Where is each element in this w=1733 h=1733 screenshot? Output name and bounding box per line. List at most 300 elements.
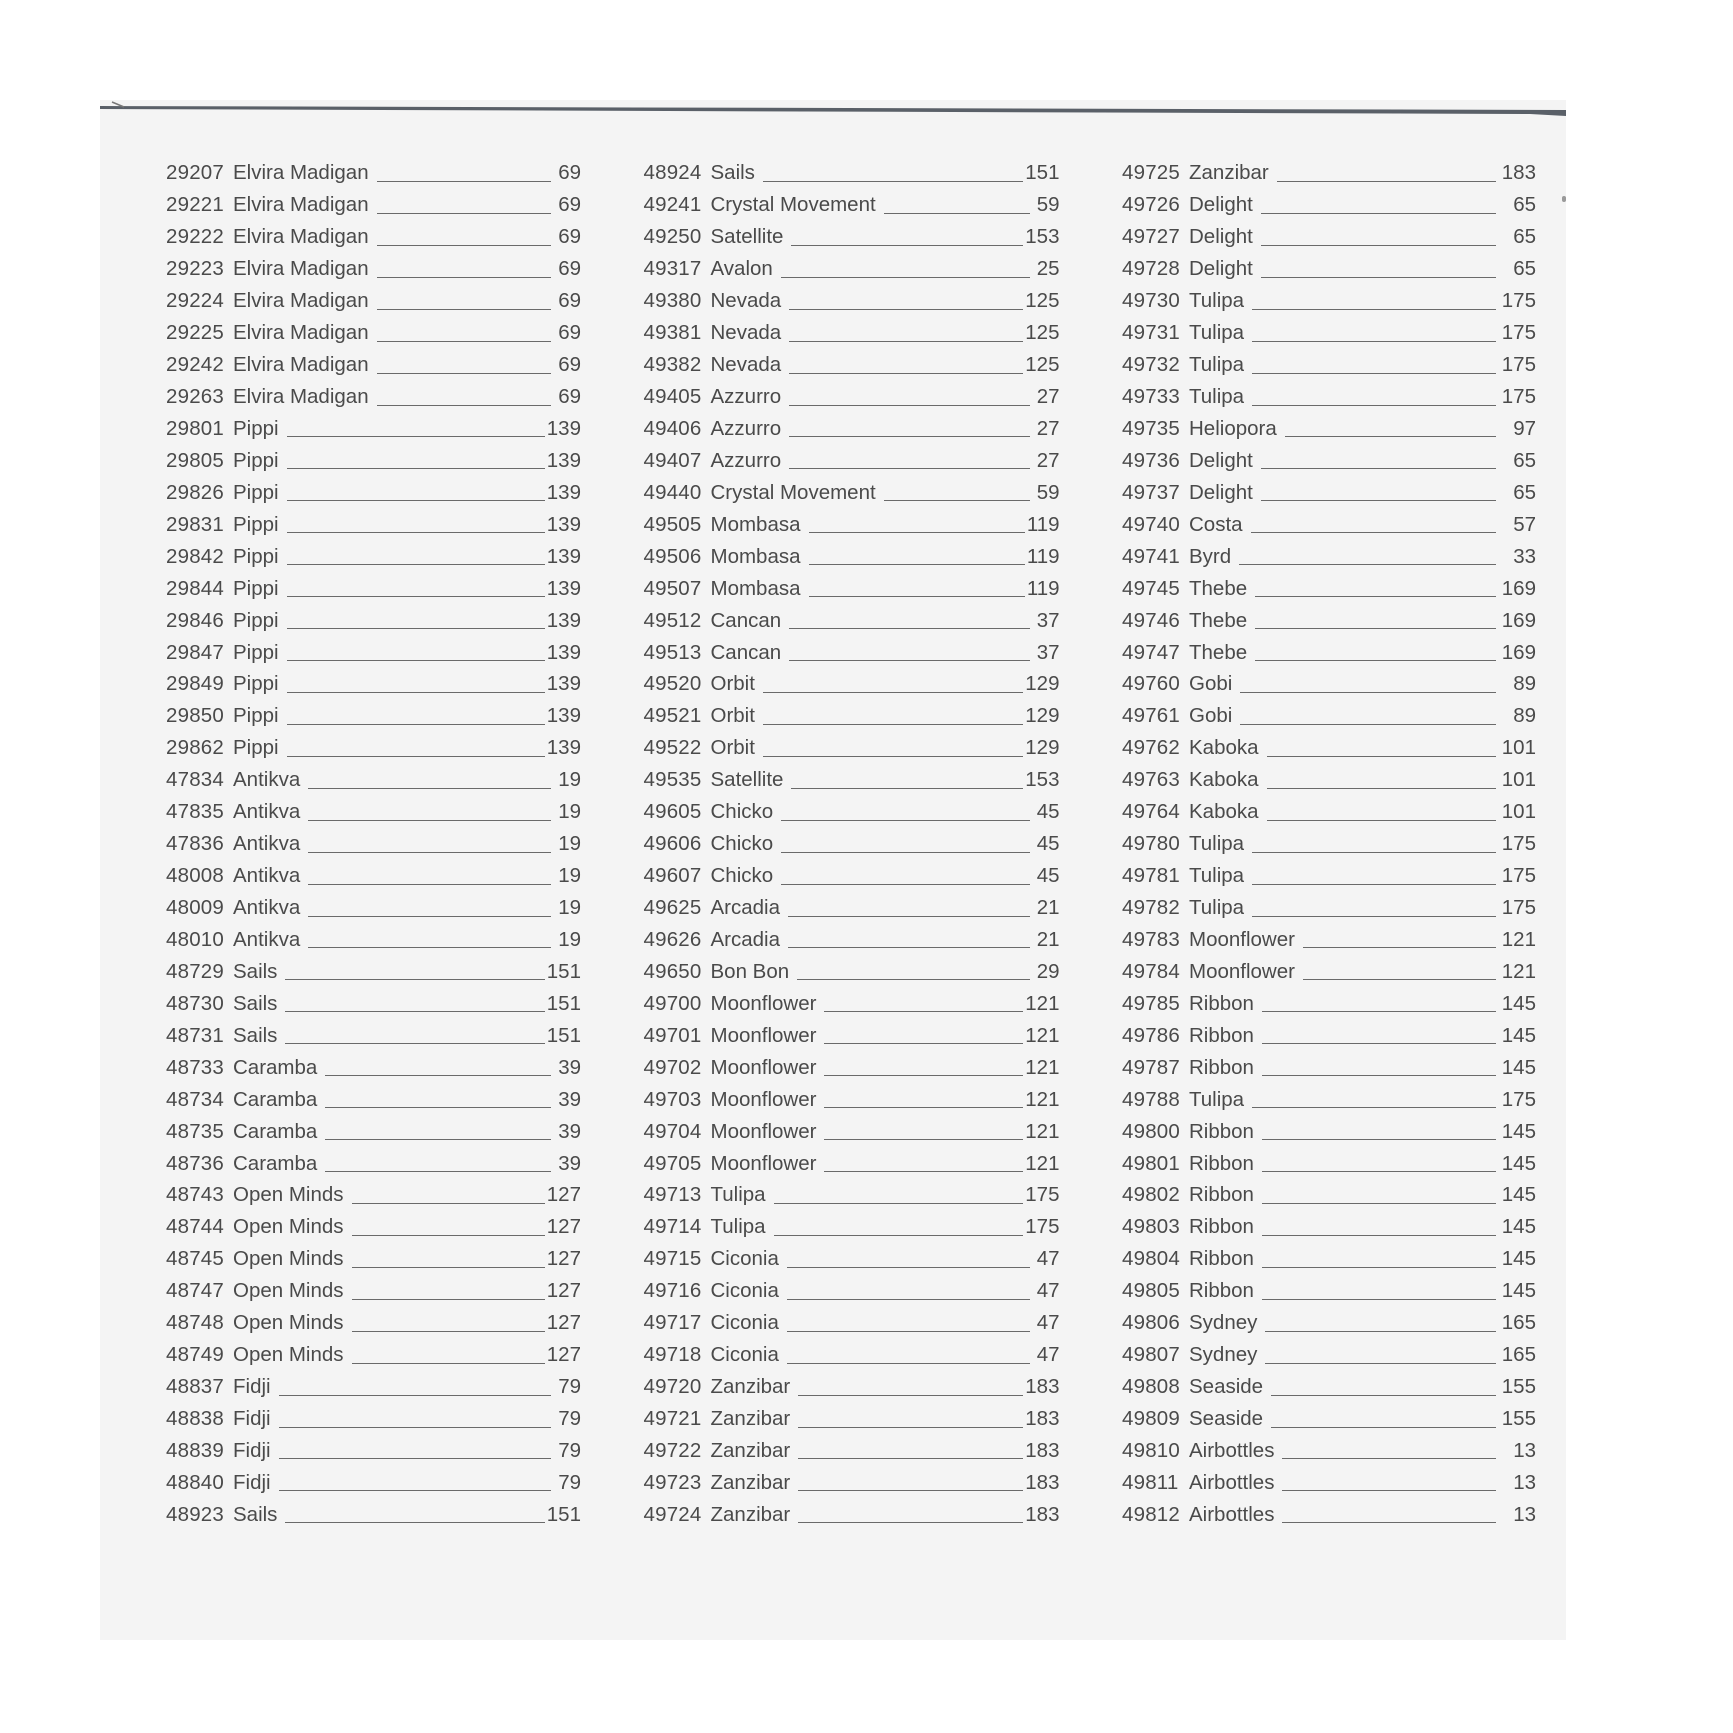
leader-line bbox=[824, 1011, 1023, 1012]
index-list bbox=[166, 156, 1536, 1529]
item-code: 49406 bbox=[643, 416, 702, 440]
page-number: 97 bbox=[1513, 416, 1536, 440]
item-name: Fidji bbox=[233, 1470, 271, 1494]
index-entry bbox=[1122, 923, 1536, 955]
item-name: Zanzibar bbox=[710, 1375, 791, 1399]
item-name: Elvira Madigan bbox=[233, 257, 369, 281]
item-code: 48735 bbox=[166, 1119, 225, 1143]
item-code: 29224 bbox=[166, 289, 225, 313]
leader-line bbox=[824, 1043, 1023, 1044]
page-number: 65 bbox=[1513, 193, 1536, 217]
item-code: 49806 bbox=[1122, 1311, 1181, 1335]
page-number: 79 bbox=[558, 1438, 581, 1462]
item-code: 29850 bbox=[166, 704, 225, 728]
item-name: Zanzibar bbox=[1189, 161, 1269, 185]
item-code: 48008 bbox=[166, 864, 225, 888]
item-code: 49802 bbox=[1122, 1183, 1181, 1207]
item-code: 49718 bbox=[643, 1343, 702, 1367]
index-entry bbox=[644, 539, 1060, 571]
leader-line bbox=[789, 660, 1029, 661]
index-entry bbox=[644, 923, 1060, 955]
index-entry bbox=[1122, 1210, 1536, 1242]
page-number: 175 bbox=[1501, 864, 1536, 888]
page-number: 127 bbox=[546, 1215, 581, 1239]
item-name: Antikva bbox=[233, 800, 301, 824]
leader-line bbox=[1265, 1331, 1496, 1332]
leader-line bbox=[884, 500, 1030, 501]
leader-line bbox=[763, 692, 1023, 693]
item-name: Sails bbox=[233, 1023, 278, 1047]
page-number: 175 bbox=[1501, 896, 1536, 919]
item-code: 49781 bbox=[1122, 864, 1181, 888]
item-name: Nevada bbox=[710, 353, 782, 377]
index-entry bbox=[1122, 1114, 1536, 1146]
page-number: 127 bbox=[546, 1247, 581, 1271]
page-number: 183 bbox=[1025, 1502, 1060, 1526]
item-name: Zanzibar bbox=[710, 1502, 791, 1526]
leader-line bbox=[287, 724, 545, 725]
item-code: 49241 bbox=[643, 193, 702, 217]
item-name: Ribbon bbox=[1189, 1279, 1254, 1303]
item-code: 29844 bbox=[166, 576, 225, 600]
item-name: Tulipa bbox=[1189, 353, 1245, 377]
item-name: Crystal Movement bbox=[710, 480, 876, 504]
item-name: Elvira Madigan bbox=[233, 161, 369, 185]
item-name: Open Minds bbox=[233, 1311, 344, 1335]
item-code: 29862 bbox=[166, 736, 225, 760]
index-entry bbox=[1122, 1434, 1536, 1466]
item-code: 48748 bbox=[166, 1311, 225, 1335]
leader-line bbox=[1252, 1107, 1496, 1108]
leader-line bbox=[279, 1427, 551, 1428]
page-number: 21 bbox=[1036, 896, 1060, 919]
index-entry bbox=[644, 1114, 1060, 1146]
leader-line bbox=[325, 1139, 551, 1140]
index-entry bbox=[1122, 763, 1536, 795]
page-number: 175 bbox=[1501, 321, 1536, 345]
leader-line bbox=[1252, 309, 1496, 310]
item-code: 49801 bbox=[1122, 1151, 1181, 1175]
leader-line bbox=[1255, 596, 1496, 597]
item-name: Kaboka bbox=[1189, 800, 1259, 824]
page-number: 21 bbox=[1036, 927, 1060, 951]
page-number: 45 bbox=[1036, 832, 1060, 856]
item-code: 29846 bbox=[166, 608, 225, 632]
item-code: 29222 bbox=[166, 225, 225, 249]
item-name: Sydney bbox=[1189, 1343, 1258, 1367]
item-name: Sails bbox=[233, 1502, 278, 1526]
item-name: Moonflower bbox=[710, 1055, 817, 1079]
item-code: 49733 bbox=[1122, 385, 1181, 408]
index-column-3 bbox=[1122, 156, 1536, 1529]
index-entry bbox=[166, 380, 581, 412]
item-name: Ribbon bbox=[1189, 1151, 1254, 1175]
leader-line bbox=[763, 724, 1023, 725]
page-number: 47 bbox=[1036, 1311, 1060, 1335]
leader-line bbox=[308, 884, 551, 885]
item-name: Delight bbox=[1189, 448, 1253, 472]
index-entry bbox=[1122, 507, 1536, 539]
index-entry bbox=[1122, 1402, 1536, 1434]
leader-line bbox=[1262, 1267, 1496, 1268]
index-entry bbox=[1122, 1242, 1536, 1274]
index-entry bbox=[1122, 284, 1536, 316]
leader-line bbox=[1252, 884, 1496, 885]
leader-line bbox=[1282, 1522, 1496, 1523]
page-number: 139 bbox=[546, 448, 581, 472]
item-name: Zanzibar bbox=[710, 1470, 791, 1494]
index-entry bbox=[166, 1178, 581, 1210]
item-code: 49811 bbox=[1122, 1470, 1179, 1494]
item-code: 49407 bbox=[643, 448, 702, 472]
leader-line bbox=[1262, 1171, 1496, 1172]
item-code: 49713 bbox=[643, 1183, 702, 1207]
item-code: 49506 bbox=[643, 544, 702, 568]
page-number: 145 bbox=[1501, 1183, 1536, 1207]
item-code: 29842 bbox=[166, 544, 225, 568]
index-entry bbox=[166, 1497, 581, 1529]
index-entry bbox=[166, 188, 581, 220]
item-code: 49735 bbox=[1122, 416, 1181, 440]
leader-line bbox=[377, 309, 551, 310]
item-name: Zanzibar bbox=[710, 1438, 791, 1462]
item-code: 49720 bbox=[643, 1375, 702, 1399]
item-code: 49605 bbox=[643, 800, 702, 824]
index-entry bbox=[166, 1082, 581, 1114]
page-number: 145 bbox=[1501, 1215, 1536, 1239]
item-code: 49736 bbox=[1122, 448, 1181, 472]
leader-line bbox=[1262, 1043, 1496, 1044]
item-name: Satellite bbox=[710, 225, 784, 249]
page-number: 127 bbox=[546, 1311, 581, 1335]
item-code: 49724 bbox=[643, 1502, 702, 1526]
leader-line bbox=[763, 181, 1023, 182]
item-name: Zanzibar bbox=[710, 1407, 791, 1430]
page-number: 139 bbox=[546, 416, 581, 440]
leader-line bbox=[781, 852, 1029, 853]
page-number: 121 bbox=[1025, 1055, 1060, 1079]
page-number: 65 bbox=[1513, 257, 1536, 281]
page-number: 19 bbox=[558, 768, 581, 792]
leader-line bbox=[791, 788, 1023, 789]
page-number: 125 bbox=[1025, 321, 1060, 345]
page-number: 129 bbox=[1025, 704, 1060, 728]
item-name: Costa bbox=[1189, 512, 1243, 536]
page-number: 169 bbox=[1501, 576, 1536, 600]
item-name: Nevada bbox=[710, 321, 782, 345]
page-number: 175 bbox=[1501, 385, 1536, 408]
index-entry bbox=[1122, 827, 1536, 859]
item-code: 48734 bbox=[166, 1087, 225, 1111]
item-name: Orbit bbox=[710, 672, 755, 696]
leader-line bbox=[781, 820, 1029, 821]
item-code: 49704 bbox=[643, 1119, 702, 1143]
index-entry bbox=[166, 539, 581, 571]
page-number: 155 bbox=[1501, 1375, 1536, 1399]
index-entry bbox=[166, 1465, 581, 1497]
index-entry bbox=[166, 954, 581, 986]
item-name: Ribbon bbox=[1189, 1183, 1254, 1207]
leader-line bbox=[287, 532, 545, 533]
leader-line bbox=[788, 916, 1029, 917]
item-code: 49808 bbox=[1122, 1375, 1181, 1399]
page-number: 165 bbox=[1501, 1311, 1536, 1335]
index-entry bbox=[166, 763, 581, 795]
index-entry bbox=[1122, 1050, 1536, 1082]
page-number: 89 bbox=[1513, 672, 1536, 696]
leader-line bbox=[287, 564, 545, 565]
index-entry bbox=[1122, 380, 1536, 412]
item-code: 49804 bbox=[1122, 1247, 1181, 1271]
item-name: Thebe bbox=[1189, 576, 1248, 600]
leader-line bbox=[798, 1458, 1023, 1459]
leader-line bbox=[1252, 916, 1496, 917]
index-entry bbox=[166, 859, 581, 891]
item-name: Tulipa bbox=[710, 1183, 766, 1207]
item-name: Ribbon bbox=[1189, 1247, 1254, 1271]
leader-line bbox=[789, 373, 1023, 374]
page-number: 13 bbox=[1513, 1502, 1536, 1526]
page-number: 125 bbox=[1025, 353, 1060, 377]
index-entry bbox=[1122, 635, 1536, 667]
item-code: 49741 bbox=[1122, 544, 1181, 568]
leader-line bbox=[1271, 1395, 1496, 1396]
index-entry bbox=[166, 1050, 581, 1082]
index-entry bbox=[644, 412, 1060, 444]
index-entry bbox=[1122, 1465, 1536, 1497]
leader-line bbox=[1262, 1203, 1496, 1204]
index-entry bbox=[1122, 1274, 1536, 1306]
index-entry bbox=[644, 1178, 1060, 1210]
leader-line bbox=[308, 947, 551, 948]
index-entry bbox=[644, 380, 1060, 412]
leader-line bbox=[1282, 1490, 1496, 1491]
item-name: Tulipa bbox=[1189, 896, 1245, 919]
index-entry bbox=[166, 1338, 581, 1370]
item-name: Antikva bbox=[233, 927, 301, 951]
item-name: Ciconia bbox=[710, 1279, 779, 1303]
page-number: 155 bbox=[1501, 1407, 1536, 1430]
index-entry bbox=[1122, 1146, 1536, 1178]
index-entry bbox=[166, 348, 581, 380]
item-code: 49809 bbox=[1122, 1407, 1181, 1430]
item-code: 49700 bbox=[643, 991, 702, 1015]
leader-line bbox=[308, 916, 551, 917]
item-code: 29225 bbox=[166, 321, 225, 345]
leader-line bbox=[781, 884, 1029, 885]
page-number: 47 bbox=[1036, 1247, 1060, 1271]
index-entry bbox=[166, 1146, 581, 1178]
index-entry bbox=[166, 412, 581, 444]
item-code: 49250 bbox=[643, 225, 702, 249]
page-number: 27 bbox=[1036, 385, 1060, 408]
index-entry bbox=[1122, 539, 1536, 571]
leader-line bbox=[789, 468, 1029, 469]
item-code: 49747 bbox=[1122, 640, 1181, 664]
page-number: 39 bbox=[558, 1151, 581, 1175]
index-entry bbox=[644, 986, 1060, 1018]
item-name: Fidji bbox=[233, 1407, 271, 1430]
leader-line bbox=[1252, 405, 1496, 406]
item-name: Pippi bbox=[233, 608, 279, 632]
item-name: Crystal Movement bbox=[710, 193, 876, 217]
page-number: 69 bbox=[558, 385, 581, 408]
leader-line bbox=[1262, 1235, 1496, 1236]
leader-line bbox=[809, 532, 1025, 533]
item-code: 49405 bbox=[643, 385, 702, 408]
item-code: 29805 bbox=[166, 448, 225, 472]
item-code: 49513 bbox=[643, 640, 702, 664]
page-number: 79 bbox=[558, 1375, 581, 1399]
index-entry bbox=[166, 507, 581, 539]
page-number: 151 bbox=[546, 959, 581, 983]
page-number: 69 bbox=[558, 321, 581, 345]
item-code: 49440 bbox=[643, 480, 702, 504]
page-number: 69 bbox=[558, 161, 581, 185]
index-entry bbox=[644, 284, 1060, 316]
leader-line bbox=[1251, 532, 1496, 533]
page-number: 65 bbox=[1513, 225, 1536, 249]
page-number: 27 bbox=[1036, 448, 1060, 472]
page-number: 19 bbox=[558, 864, 581, 888]
item-name: Pippi bbox=[233, 736, 279, 760]
item-code: 49535 bbox=[643, 768, 702, 792]
item-name: Nevada bbox=[710, 289, 782, 313]
item-name: Tulipa bbox=[1189, 321, 1245, 345]
item-code: 49780 bbox=[1122, 832, 1181, 856]
index-entry bbox=[166, 986, 581, 1018]
item-name: Antikva bbox=[233, 896, 301, 919]
item-name: Pippi bbox=[233, 576, 279, 600]
leader-line bbox=[285, 1011, 544, 1012]
item-name: Azzurro bbox=[710, 416, 782, 440]
index-entry bbox=[166, 316, 581, 348]
leader-line bbox=[1267, 820, 1496, 821]
item-code: 49760 bbox=[1122, 672, 1181, 696]
item-code: 49762 bbox=[1122, 736, 1181, 760]
item-name: Pippi bbox=[233, 544, 279, 568]
page-number: 69 bbox=[558, 193, 581, 217]
page-number: 121 bbox=[1501, 959, 1536, 983]
item-name: Delight bbox=[1189, 257, 1253, 281]
leader-line bbox=[1271, 1427, 1496, 1428]
index-entry bbox=[644, 571, 1060, 603]
leader-line bbox=[789, 341, 1023, 342]
item-code: 49723 bbox=[643, 1470, 702, 1494]
item-name: Airbottles bbox=[1189, 1502, 1275, 1526]
index-entry bbox=[1122, 475, 1536, 507]
leader-line bbox=[1262, 1011, 1496, 1012]
leader-line bbox=[1282, 1458, 1496, 1459]
item-name: Moonflower bbox=[710, 1119, 817, 1143]
item-code: 48923 bbox=[166, 1502, 225, 1526]
item-code: 48731 bbox=[166, 1023, 225, 1047]
item-name: Mombasa bbox=[710, 576, 801, 600]
leader-line bbox=[352, 1331, 545, 1332]
item-code: 49731 bbox=[1122, 321, 1181, 345]
item-name: Antikva bbox=[233, 832, 301, 856]
page-number: 127 bbox=[546, 1279, 581, 1303]
item-code: 48730 bbox=[166, 991, 225, 1015]
page-number: 101 bbox=[1501, 768, 1536, 792]
index-entry bbox=[166, 667, 581, 699]
index-entry bbox=[1122, 348, 1536, 380]
page-number: 139 bbox=[546, 736, 581, 760]
leader-line bbox=[787, 1267, 1030, 1268]
leader-line bbox=[1255, 628, 1496, 629]
item-code: 49317 bbox=[643, 257, 702, 281]
item-name: Pippi bbox=[233, 480, 279, 504]
item-code: 49507 bbox=[643, 576, 702, 600]
item-code: 29223 bbox=[166, 257, 225, 281]
item-name: Open Minds bbox=[233, 1247, 344, 1271]
index-entry bbox=[1122, 571, 1536, 603]
index-entry bbox=[166, 252, 581, 284]
item-code: 49745 bbox=[1122, 576, 1181, 600]
item-name: Moonflower bbox=[710, 1087, 817, 1111]
index-entry bbox=[1122, 891, 1536, 923]
leader-line bbox=[377, 341, 551, 342]
item-code: 49732 bbox=[1122, 353, 1181, 377]
index-entry bbox=[166, 891, 581, 923]
leader-line bbox=[1267, 756, 1496, 757]
page-number: 121 bbox=[1025, 1087, 1060, 1111]
leader-line bbox=[285, 1043, 544, 1044]
leader-line bbox=[798, 1490, 1023, 1491]
item-name: Elvira Madigan bbox=[233, 225, 369, 249]
item-name: Tulipa bbox=[1189, 832, 1245, 856]
item-code: 49505 bbox=[643, 512, 702, 536]
index-entry bbox=[644, 443, 1060, 475]
item-code: 48744 bbox=[166, 1215, 225, 1239]
leader-line bbox=[798, 1427, 1023, 1428]
page-number: 33 bbox=[1513, 544, 1536, 568]
page-number: 59 bbox=[1036, 480, 1060, 504]
item-code: 49382 bbox=[643, 353, 702, 377]
item-name: Open Minds bbox=[233, 1215, 344, 1239]
page-number: 145 bbox=[1501, 1055, 1536, 1079]
leader-line bbox=[809, 596, 1025, 597]
page-number: 121 bbox=[1501, 927, 1536, 951]
leader-line bbox=[1265, 1363, 1496, 1364]
item-name: Open Minds bbox=[233, 1343, 344, 1367]
page-number: 125 bbox=[1025, 289, 1060, 313]
item-name: Airbottles bbox=[1189, 1470, 1275, 1494]
item-code: 47836 bbox=[166, 832, 225, 856]
index-entry bbox=[644, 954, 1060, 986]
leader-line bbox=[287, 596, 545, 597]
item-code: 49715 bbox=[643, 1247, 702, 1271]
top-rule bbox=[100, 100, 1566, 116]
index-entry bbox=[1122, 1306, 1536, 1338]
page-number: 153 bbox=[1025, 768, 1060, 792]
index-entry bbox=[644, 252, 1060, 284]
item-name: Seaside bbox=[1189, 1407, 1264, 1430]
leader-line bbox=[1303, 979, 1496, 980]
index-entry bbox=[644, 1402, 1060, 1434]
page-number: 39 bbox=[558, 1087, 581, 1111]
item-code: 49522 bbox=[643, 736, 702, 760]
item-name: Azzurro bbox=[710, 385, 782, 408]
item-name: Elvira Madigan bbox=[233, 385, 369, 408]
item-name: Tulipa bbox=[1189, 289, 1245, 313]
leader-line bbox=[1261, 245, 1496, 246]
page-number: 121 bbox=[1025, 1151, 1060, 1175]
page-number: 29 bbox=[1036, 959, 1060, 983]
item-code: 49722 bbox=[643, 1438, 702, 1462]
item-code: 49805 bbox=[1122, 1279, 1181, 1303]
item-code: 49380 bbox=[643, 289, 702, 313]
